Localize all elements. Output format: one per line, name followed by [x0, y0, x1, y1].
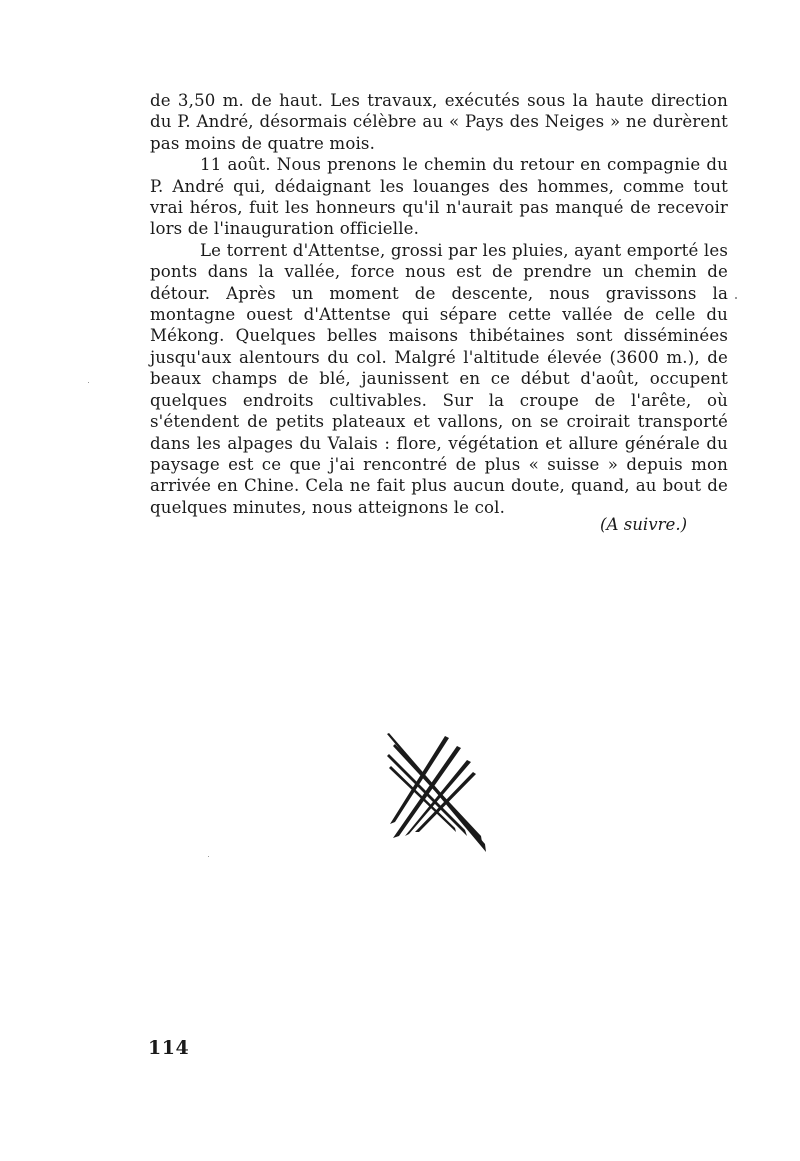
- page-number: 114: [148, 1037, 190, 1059]
- paragraph-3: Le torrent d'Attentse, grossi par les pluies, ayant emporté les ponts dans la vallée, force nous est de prendre un chemin de détour. Après un moment de descente, nous gravissons la montagne ouest d'Attentse qui sépare cette vallée de celle du Mékong. Quelques belles maisons thibétaines sont disséminées jusqu'aux alentours du col. Malgré l'altitude élevée (3600 m.), de beaux champs de blé, jaunissent en ce début d'août, occupent quelques endroits cultivables. Sur la croupe de l'arête, où s'étendent de petits plateaux et vallons, on se croirait transporté dans les alpages du Valais : flore, végétation et allure générale du paysage est ce que j'ai rencontré de plus « suisse » depuis mon arrivée en Chine. Cela ne fait plus aucun doute, quand, au bout de quelques minutes, nous atteignons le col.: [150, 240, 728, 517]
- to-be-continued: (A suivre.): [600, 515, 688, 534]
- print-speck: [88, 382, 89, 383]
- print-speck: [208, 856, 209, 857]
- print-speck: [735, 297, 737, 299]
- paragraph-1: de 3,50 m. de haut. Les travaux, exécutés sous la haute direction du P. André, désormais célèbre au « Pays des Neiges » ne durèrent pas moins de quatre mois.: [150, 91, 728, 153]
- body-text: [150, 90, 728, 518]
- crossed-strokes-ornament-icon: [385, 732, 491, 854]
- paragraph-2: 11 août. Nous prenons le chemin du retour en compagnie du P. André qui, dédaignant les louanges des hommes, comme tout vrai héros, fuit les honneurs qu'il n'aurait pas manqué de recevoir lors de l'inauguration officielle.: [150, 155, 728, 239]
